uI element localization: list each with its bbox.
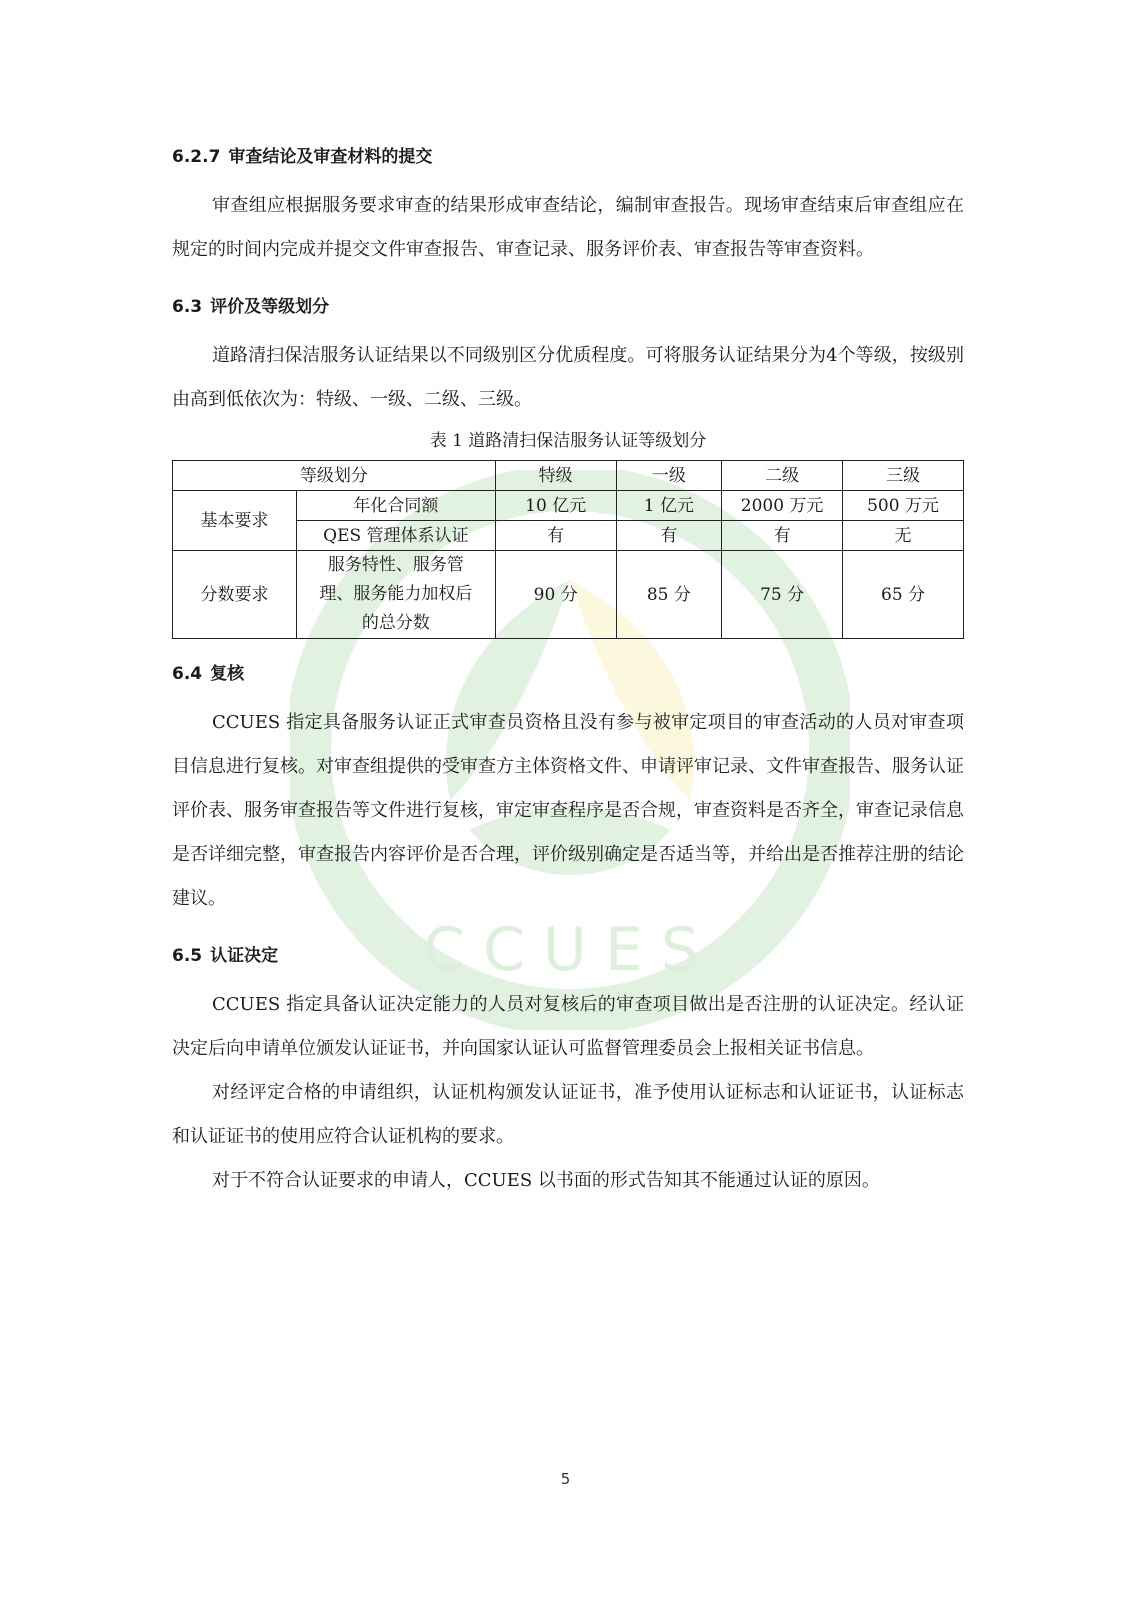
section-heading-6-3: 6.3 评价及等级划分	[172, 297, 330, 317]
row-item-label: 服务特性、服务管理、服务能力加权后的总分数	[296, 551, 495, 639]
table-header-cell: 三级	[843, 461, 964, 491]
paragraph-6-5-3: 对于不符合认证要求的申请人，CCUES 以书面的形式告知其不能通过认证的原因。	[212, 1170, 880, 1191]
table-cell: 85 分	[616, 551, 722, 639]
table-cell: 1 亿元	[616, 491, 722, 521]
paragraph-6-5-2: 对经评定合格的申请组织，认证机构颁发认证证书，准予使用认证标志和认证证书，认证标志和认证证书的使用应符合认证机构的要求。	[172, 1082, 964, 1147]
table-cell: 有	[616, 521, 722, 551]
table-header-cell: 特级	[495, 461, 616, 491]
table-cell: 有	[495, 521, 616, 551]
document-body	[172, 140, 964, 1203]
table-caption: 表 1 道路清扫保洁服务认证等级划分	[429, 431, 707, 451]
paragraph-6-4: CCUES 指定具备服务认证正式审查员资格且没有参与被审定项目的审查活动的人员对审查项目信息进行复核。对审查组提供的受审查方主体资格文件、申请评审记录、文件审查报告、服务认证评价表、服务审查报告等文件进行复核，审定审查程序是否合规，审查资料是否齐全，审查记录信息是否详细完整，审查报告内容评价是否合理，评价级别确定是否适当等，并给出是否推荐注册的结论建议。	[172, 712, 964, 909]
table-cell: 75 分	[722, 551, 843, 639]
section-heading-6-5: 6.5 认证决定	[172, 946, 279, 966]
score-requirement-label: 分数要求	[173, 551, 297, 639]
table-header-cell: 一级	[616, 461, 722, 491]
page-number: 5	[560, 1470, 571, 1488]
section-heading-6-4: 6.4 复核	[172, 664, 245, 684]
table-cell: 65 分	[843, 551, 964, 639]
table-cell: 有	[722, 521, 843, 551]
table-cell: 500 万元	[843, 491, 964, 521]
table-cell: 90 分	[495, 551, 616, 639]
row-item-label: QES 管理体系认证	[296, 521, 495, 551]
table-row	[173, 491, 964, 521]
section-heading-6-2-7: 6.2.7 审查结论及审查材料的提交	[172, 147, 433, 167]
paragraph-6-2-7: 审查组应根据服务要求审查的结果形成审查结论，编制审查报告。现场审查结束后审查组应在规定的时间内完成并提交文件审查报告、审查记录、服务评价表、审查报告等审查资料。	[172, 195, 964, 260]
table-cell: 10 亿元	[495, 491, 616, 521]
grade-table	[172, 460, 964, 639]
table-row	[173, 551, 964, 639]
seal-text: CCUES	[423, 915, 717, 985]
basic-requirement-label: 基本要求	[173, 491, 297, 551]
table-cell: 无	[843, 521, 964, 551]
row-item-label: 年化合同额	[296, 491, 495, 521]
table-cell: 2000 万元	[722, 491, 843, 521]
table-header-cell: 二级	[722, 461, 843, 491]
paragraph-6-3: 道路清扫保洁服务认证结果以不同级别区分优质程度。可将服务认证结果分为4个等级，按级别由高到低依次为：特级、一级、二级、三级。	[172, 345, 964, 410]
table-header-cell: 等级划分	[173, 461, 496, 491]
table-header-row	[173, 461, 964, 491]
paragraph-6-5-1: CCUES 指定具备认证决定能力的人员对复核后的审查项目做出是否注册的认证决定。经认证决定后向申请单位颁发认证证书，并向国家认证认可监督管理委员会上报相关证书信息。	[172, 994, 964, 1059]
